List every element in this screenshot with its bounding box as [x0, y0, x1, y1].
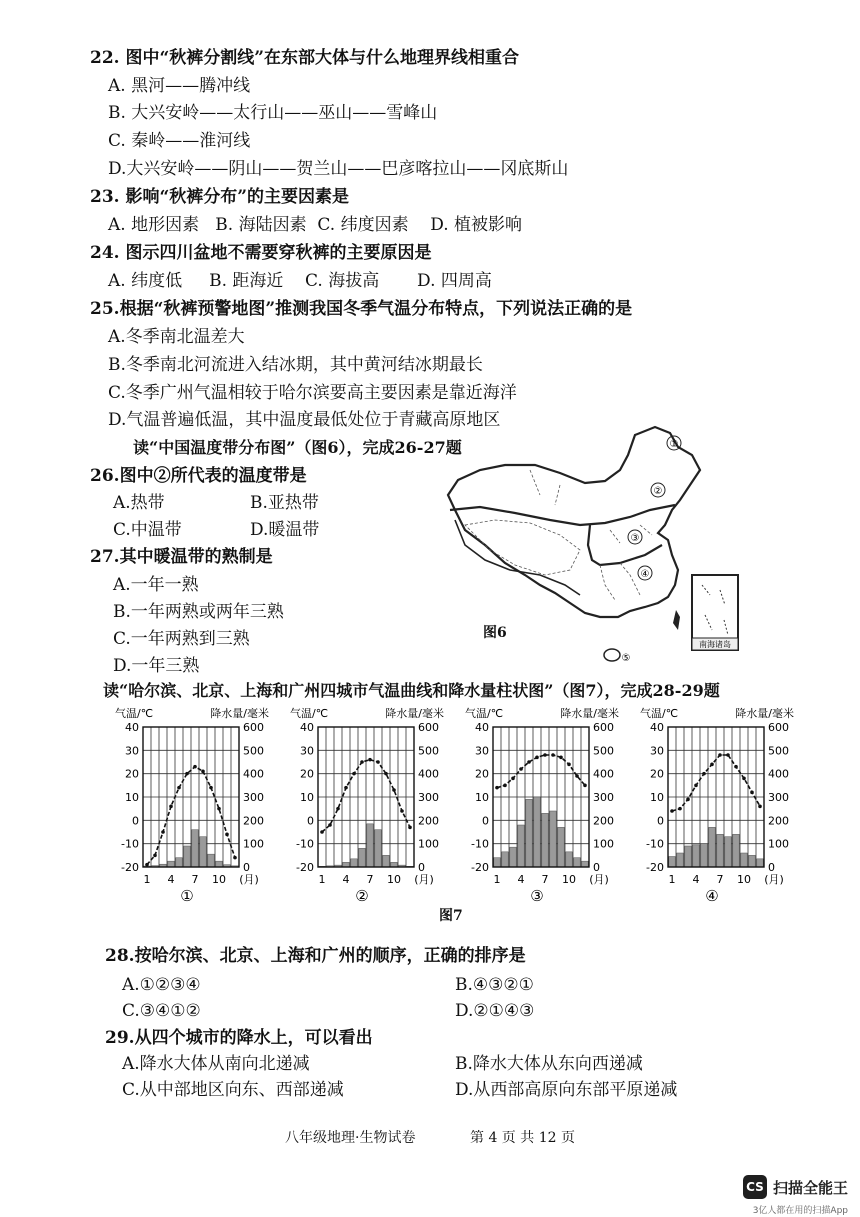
precip-tick-label: 400 — [768, 767, 789, 781]
precip-bar — [359, 848, 365, 867]
q25-option-c: C.冬季广州气温相较于哈尔滨要高主要因素是靠近海洋 — [108, 383, 517, 403]
q26-option-b: B.亚热带 — [250, 493, 319, 513]
q28-option-a: A.①②③④ — [122, 975, 201, 995]
precip-bar — [566, 852, 572, 867]
temperature-point — [718, 753, 722, 757]
precip-bar — [693, 845, 699, 867]
q25-option-d: D.气温普遍低温，其中温度最低处位于青藏高原地区 — [108, 410, 501, 430]
temperature-point — [543, 753, 547, 757]
temperature-point — [400, 809, 404, 813]
q29-stem: 29.从四个城市的降水上，可以看出 — [105, 1028, 373, 1048]
plateau-outline — [465, 520, 580, 575]
precip-bar — [542, 813, 548, 867]
temp-tick-label: -20 — [296, 861, 314, 874]
q27-option-c: C.一年两熟到三熟 — [113, 629, 250, 649]
precip-tick-label: 100 — [768, 837, 789, 851]
month-unit-label: (月) — [764, 873, 784, 886]
figure-7 — [115, 705, 795, 905]
precip-bar — [383, 855, 389, 867]
zone-boundary-3 — [455, 520, 580, 595]
temp-tick-label: 0 — [657, 814, 664, 828]
temp-axis-label: 气温/℃ — [290, 707, 329, 720]
temperature-point — [328, 823, 332, 827]
precip-bar — [582, 861, 588, 867]
scanner-tagline: 3亿人都在用的扫描App — [752, 1206, 848, 1216]
temperature-point — [185, 772, 189, 776]
q25-option-a: A.冬季南北温差大 — [108, 327, 245, 347]
month-tick-label: 1 — [493, 873, 501, 886]
temp-tick-label: 30 — [650, 744, 664, 758]
temperature-point — [575, 774, 579, 778]
precip-bar — [367, 824, 373, 867]
precip-bar — [526, 799, 532, 867]
climate-chart-4 — [640, 706, 794, 905]
precip-bar — [709, 827, 715, 867]
precip-bar — [510, 847, 516, 867]
precip-bar — [717, 834, 723, 867]
precip-tick-label: 400 — [418, 767, 439, 781]
precip-tick-label: 200 — [243, 814, 264, 828]
precip-tick-label: 500 — [418, 744, 439, 758]
temperature-point — [527, 760, 531, 764]
temperature-point — [217, 807, 221, 811]
temperature-point — [384, 772, 388, 776]
precip-bar — [502, 852, 508, 867]
precip-tick-label: 300 — [418, 791, 439, 804]
month-tick-label: 10 — [737, 873, 751, 886]
temperature-point — [495, 786, 499, 790]
precip-tick-label: 600 — [243, 721, 264, 734]
temperature-point — [702, 772, 706, 776]
q29-option-c: C.从中部地区向东、西部递减 — [122, 1080, 344, 1100]
precip-bar — [733, 834, 739, 867]
q23-stem: 23. 影响“秋裤分布”的主要因素是 — [90, 187, 350, 207]
temperature-point — [360, 760, 364, 764]
month-tick-label: 7 — [541, 873, 549, 886]
zone-5-label: ⑤ — [621, 653, 631, 664]
q24-stem: 24. 图示四川盆地不需要穿秋裤的主要原因是 — [90, 243, 432, 263]
chart-number-label: ④ — [705, 887, 719, 905]
precip-tick-label: 300 — [593, 791, 614, 804]
south-china-sea-inset — [692, 575, 738, 650]
precip-bar — [375, 830, 381, 867]
temp-tick-label: 10 — [300, 791, 314, 804]
temperature-point — [694, 784, 698, 788]
month-tick-label: 10 — [562, 873, 576, 886]
temperature-point — [734, 765, 738, 769]
month-tick-label: 10 — [212, 873, 226, 886]
temperature-point — [408, 826, 412, 830]
camscanner-logo: CS — [743, 1175, 767, 1199]
temperature-point — [368, 758, 372, 762]
footer-exam-title: 八年级地理·生物试卷 — [285, 1130, 416, 1146]
q28-option-c: C.③④①② — [122, 1001, 201, 1021]
q22-option-c: C. 秦岭——淮河线 — [108, 131, 251, 151]
precip-bar — [208, 854, 214, 867]
temp-tick-label: -10 — [296, 837, 314, 851]
temperature-point — [169, 805, 173, 809]
intro-26-27: 读“中国温度带分布图”（图6），完成26-27题 — [133, 438, 462, 457]
temp-tick-label: -10 — [121, 837, 139, 851]
temperature-point — [145, 863, 149, 867]
precip-bar — [351, 859, 357, 867]
figure-7-caption: 图7 — [439, 908, 463, 924]
q26-stem: 26.图中②所代表的温度带是 — [90, 466, 307, 486]
month-unit-label: (月) — [239, 873, 259, 886]
intro-28-29: 读“哈尔滨、北京、上海和广州四城市气温曲线和降水量柱状图”（图7），完成28-29题 — [103, 681, 720, 700]
zone-2-label: ② — [653, 486, 663, 497]
month-tick-label: 4 — [342, 873, 350, 886]
q26-option-d: D.暖温带 — [250, 520, 320, 540]
temperature-point — [233, 856, 237, 860]
month-tick-label: 4 — [692, 873, 700, 886]
precip-tick-label: 500 — [243, 744, 264, 758]
taiwan-island — [673, 610, 680, 630]
temp-axis-label: 气温/℃ — [115, 707, 154, 720]
chart-number-label: ① — [180, 887, 194, 905]
precip-axis-label: 降水量/毫米 — [210, 707, 269, 720]
footer-page-number: 第 4 页 共 12 页 — [470, 1130, 575, 1146]
q27-option-d: D.一年三熟 — [113, 656, 200, 676]
q22-option-a: A. 黑河——腾冲线 — [108, 76, 251, 96]
q26-option-c: C.中温带 — [113, 520, 182, 540]
temp-tick-label: 10 — [650, 791, 664, 804]
month-tick-label: 1 — [318, 873, 326, 886]
precip-bar — [184, 846, 190, 867]
precip-bar — [685, 846, 691, 867]
precip-axis-label: 降水量/毫米 — [385, 707, 444, 720]
precip-bar — [701, 844, 707, 867]
temperature-point — [710, 763, 714, 767]
temp-tick-label: -20 — [471, 861, 489, 874]
temperature-point — [352, 772, 356, 776]
q28-stem: 28.按哈尔滨、北京、上海和广州的顺序，正确的排序是 — [105, 946, 526, 966]
temperature-point — [535, 756, 539, 760]
precip-tick-label: 100 — [418, 837, 439, 851]
temp-tick-label: 10 — [125, 791, 139, 804]
temperature-point — [551, 753, 555, 757]
precip-tick-label: 600 — [418, 721, 439, 734]
month-tick-label: 7 — [716, 873, 724, 886]
precip-tick-label: 0 — [418, 861, 425, 874]
precip-bar — [534, 797, 540, 867]
temp-tick-label: 30 — [475, 744, 489, 758]
temp-tick-label: 30 — [125, 744, 139, 758]
temperature-point — [201, 770, 205, 774]
precip-bar — [216, 861, 222, 867]
climate-chart-3 — [465, 706, 619, 905]
temperature-point — [583, 784, 587, 788]
month-unit-label: (月) — [414, 873, 434, 886]
temperature-point — [320, 830, 324, 834]
temperature-point — [678, 807, 682, 811]
q25-stem: 25.根据“秋裤预警地图”推测我国冬季气温分布特点，下列说法正确的是 — [90, 299, 633, 319]
q27-stem: 27.其中暖温带的熟制是 — [90, 547, 273, 567]
precip-tick-label: 400 — [243, 767, 264, 781]
temp-tick-label: 30 — [300, 744, 314, 758]
precip-bar — [725, 837, 731, 867]
precip-tick-label: 600 — [768, 721, 789, 734]
temperature-point — [567, 763, 571, 767]
temp-axis-label: 气温/℃ — [640, 707, 679, 720]
precip-tick-label: 200 — [593, 814, 614, 828]
temperature-point — [177, 786, 181, 790]
precip-bar — [518, 825, 524, 867]
month-tick-label: 1 — [668, 873, 676, 886]
precip-tick-label: 0 — [593, 861, 600, 874]
temperature-point — [726, 753, 730, 757]
temperature-point — [376, 760, 380, 764]
precip-tick-label: 0 — [243, 861, 250, 874]
temp-tick-label: 20 — [125, 767, 139, 781]
q22-option-d: D.大兴安岭——阴山——贺兰山——巴彦喀拉山——冈底斯山 — [108, 159, 569, 179]
temp-tick-label: 20 — [300, 767, 314, 781]
climate-chart-2 — [290, 706, 444, 905]
temp-tick-label: 0 — [307, 814, 314, 828]
precip-bar — [669, 857, 675, 868]
month-tick-label: 10 — [387, 873, 401, 886]
temperature-point — [758, 805, 762, 809]
zone-boundary-1 — [450, 505, 675, 525]
precip-tick-label: 0 — [768, 861, 775, 874]
q28-option-b: B.④③②① — [455, 975, 534, 995]
temp-axis-label: 气温/℃ — [465, 707, 504, 720]
temperature-point — [742, 777, 746, 781]
month-tick-label: 7 — [191, 873, 199, 886]
q22-option-b: B. 大兴安岭——太行山——巫山——雪峰山 — [108, 103, 438, 123]
temperature-point — [209, 786, 213, 790]
temperature-point — [161, 830, 165, 834]
chart-number-label: ③ — [530, 887, 544, 905]
temp-tick-label: -10 — [471, 837, 489, 851]
inset-label: 南海诸岛 — [699, 640, 731, 649]
precip-tick-label: 500 — [593, 744, 614, 758]
q29-option-d: D.从西部高原向东部平原递减 — [455, 1080, 678, 1100]
precip-bar — [558, 827, 564, 867]
q24-options: A. 纬度低 B. 距海近 C. 海拔高 D. 四周高 — [108, 271, 492, 291]
temp-tick-label: -20 — [121, 861, 139, 874]
zone-3-label: ③ — [630, 533, 640, 544]
chart-number-label: ② — [355, 887, 369, 905]
q26-option-a: A.热带 — [113, 493, 165, 513]
temp-tick-label: -10 — [646, 837, 664, 851]
zone-boundary-2 — [588, 525, 662, 565]
precip-bar — [757, 859, 763, 867]
precip-tick-label: 300 — [243, 791, 264, 804]
q29-option-a: A.降水大体从南向北递减 — [122, 1054, 310, 1074]
temp-tick-label: 0 — [482, 814, 489, 828]
precip-tick-label: 200 — [768, 814, 789, 828]
q28-option-d: D.②①④③ — [455, 1001, 535, 1021]
q23-options: A. 地形因素 B. 海陆因素 C. 纬度因素 D. 植被影响 — [108, 215, 523, 235]
temperature-point — [336, 807, 340, 811]
temp-tick-label: 20 — [475, 767, 489, 781]
month-unit-label: (月) — [589, 873, 609, 886]
temperature-point — [344, 786, 348, 790]
temperature-point — [392, 788, 396, 792]
temperature-point — [225, 833, 229, 837]
month-tick-label: 7 — [366, 873, 374, 886]
temp-tick-label: 40 — [650, 721, 664, 734]
q29-option-b: B.降水大体从东向西递减 — [455, 1054, 643, 1074]
precip-tick-label: 100 — [593, 837, 614, 851]
temp-tick-label: 10 — [475, 791, 489, 804]
precip-bar — [168, 861, 174, 867]
zone-1-label: ① — [669, 439, 679, 450]
precip-tick-label: 100 — [243, 837, 264, 851]
temperature-point — [750, 791, 754, 795]
precip-tick-label: 400 — [593, 767, 614, 781]
temperature-point — [503, 784, 507, 788]
precip-bar — [192, 830, 198, 867]
temperature-point — [559, 756, 563, 760]
zone-4-label: ④ — [640, 569, 650, 580]
temp-tick-label: -20 — [646, 861, 664, 874]
temp-tick-label: 40 — [300, 721, 314, 734]
month-tick-label: 4 — [167, 873, 175, 886]
climate-charts-svg — [115, 705, 795, 905]
precip-bar — [677, 853, 683, 867]
precip-tick-label: 500 — [768, 744, 789, 758]
month-tick-label: 1 — [143, 873, 151, 886]
china-outline — [448, 427, 700, 617]
scanner-watermark — [743, 1175, 848, 1216]
q27-option-b: B.一年两熟或两年三熟 — [113, 602, 284, 622]
q22-stem: 22. 图中“秋裤分割线”在东部大体与什么地理界线相重合 — [90, 48, 520, 68]
figure-6-caption: 图6 — [483, 625, 507, 641]
temp-tick-label: 40 — [475, 721, 489, 734]
precip-bar — [550, 811, 556, 867]
temp-tick-label: 0 — [132, 814, 139, 828]
precip-bar — [200, 837, 206, 867]
precip-bar — [176, 858, 182, 867]
precip-bar — [574, 858, 580, 867]
q27-option-a: A.一年一熟 — [113, 575, 199, 595]
temp-tick-label: 20 — [650, 767, 664, 781]
temperature-point — [686, 798, 690, 802]
precip-bar — [391, 862, 397, 867]
precip-axis-label: 降水量/毫米 — [560, 707, 619, 720]
scanner-brand-name: 扫描全能王 — [772, 1178, 848, 1197]
climate-chart-1 — [115, 706, 269, 905]
temperature-point — [670, 809, 674, 813]
temperature-point — [511, 777, 515, 781]
q25-option-b: B.冬季南北河流进入结冰期，其中黄河结冰期最长 — [108, 355, 483, 375]
precip-tick-label: 300 — [768, 791, 789, 804]
temp-tick-label: 40 — [125, 721, 139, 734]
temperature-point — [519, 767, 523, 771]
precip-bar — [494, 858, 500, 867]
precip-bar — [741, 853, 747, 867]
temperature-point — [153, 854, 157, 858]
precip-bar — [343, 862, 349, 867]
precip-bar — [749, 855, 755, 867]
precip-axis-label: 降水量/毫米 — [735, 707, 794, 720]
temperature-point — [193, 765, 197, 769]
month-tick-label: 4 — [517, 873, 525, 886]
precip-tick-label: 600 — [593, 721, 614, 734]
precip-tick-label: 200 — [418, 814, 439, 828]
